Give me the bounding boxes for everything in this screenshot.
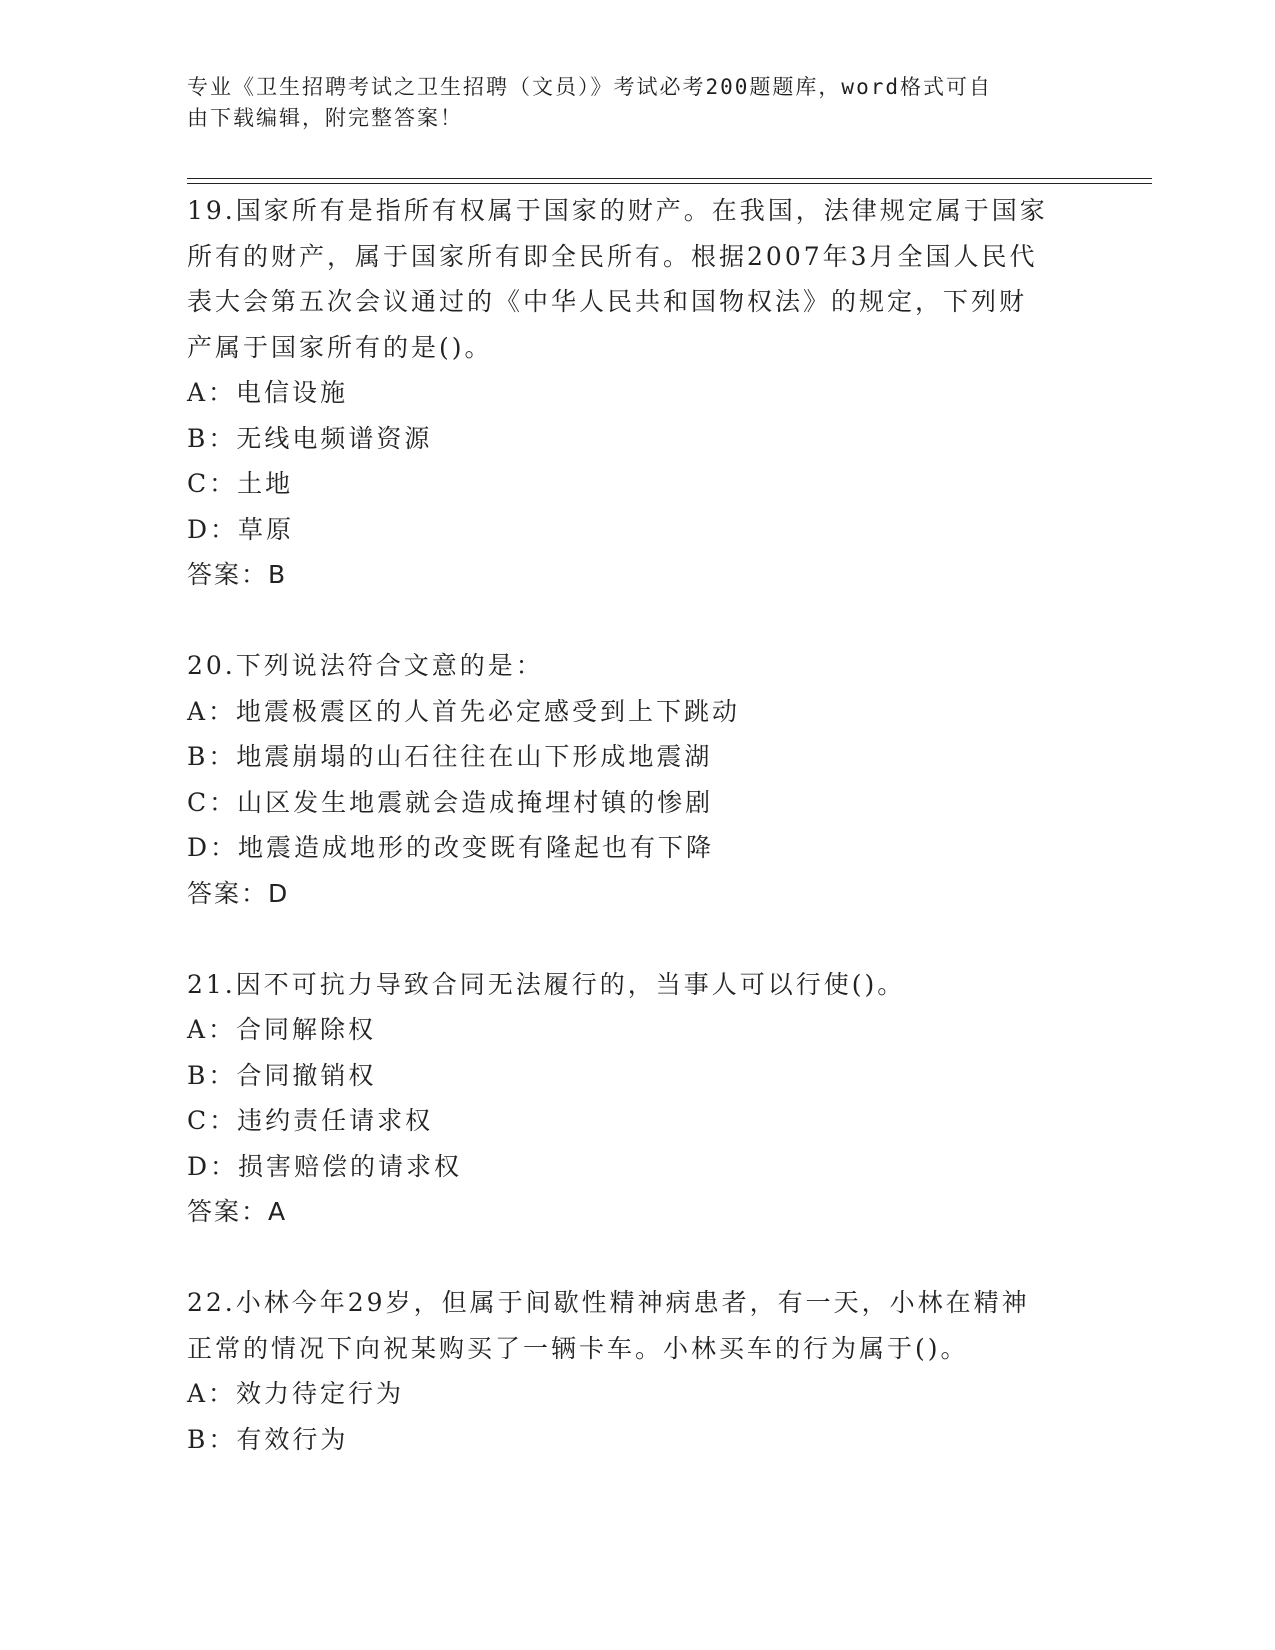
option-a: A：电信设施	[187, 378, 349, 407]
option-b: B：地震崩塌的山石往往在山下形成地震湖	[187, 742, 713, 771]
option-b: B：无线电频谱资源	[187, 423, 433, 453]
option-a: A：效力待定行为	[187, 1379, 405, 1408]
question-stem: 所有的财产，属于国家所有即全民所有。根据2007年3月全国人民代	[187, 241, 1038, 271]
question-stem: 20.下列说法符合文意的是：	[187, 651, 544, 680]
header-line-1: 专业《卫生招聘考试之卫生招聘（文员）》考试必考200题题库，word格式可自	[187, 75, 992, 99]
document-header	[187, 72, 1067, 134]
option-d: D：地震造成地形的改变既有隆起也有下降	[187, 833, 715, 862]
question-stem: 19.国家所有是指所有权属于国家的财产。在我国，法律规定属于国家	[187, 196, 1048, 225]
question-gap	[187, 598, 1087, 644]
question-21	[187, 962, 1087, 1235]
option-c: C：山区发生地震就会造成掩埋村镇的惨剧	[187, 787, 714, 817]
option-c: C：违约责任请求权	[187, 1106, 434, 1135]
answer-line: 答案：B	[187, 560, 288, 589]
question-list	[187, 188, 1087, 1462]
question-stem: 表大会第五次会议通过的《中华人民共和国物权法》的规定，下列财	[187, 287, 1028, 316]
question-20	[187, 643, 1087, 916]
option-b: B：合同撤销权	[187, 1060, 377, 1090]
option-d: D：草原	[187, 514, 295, 544]
header-line-2: 由下载编辑，附完整答案！	[187, 106, 463, 130]
answer-line: 答案：D	[187, 878, 290, 908]
question-stem: 产属于国家所有的是()。	[187, 332, 493, 362]
option-b: B：有效行为	[187, 1424, 349, 1454]
question-stem: 正常的情况下向祝某购买了一辆卡车。小林买车的行为属于()。	[187, 1333, 969, 1363]
option-a: A：地震极震区的人首先必定感受到上下跳动	[187, 696, 741, 726]
question-19	[187, 188, 1087, 598]
option-d: D：损害赔偿的请求权	[187, 1151, 463, 1181]
header-divider-bottom	[187, 183, 1152, 184]
question-22	[187, 1280, 1087, 1462]
option-a: A：合同解除权	[187, 1015, 377, 1044]
question-stem: 21.因不可抗力导致合同无法履行的，当事人可以行使()。	[187, 969, 906, 999]
question-gap	[187, 1235, 1087, 1281]
option-c: C：土地	[187, 469, 294, 498]
question-gap	[187, 916, 1087, 962]
answer-line: 答案：A	[187, 1197, 288, 1226]
question-stem: 22.小林今年29岁，但属于间歇性精神病患者，有一天，小林在精神	[187, 1288, 1030, 1317]
header-divider-top	[187, 178, 1152, 179]
